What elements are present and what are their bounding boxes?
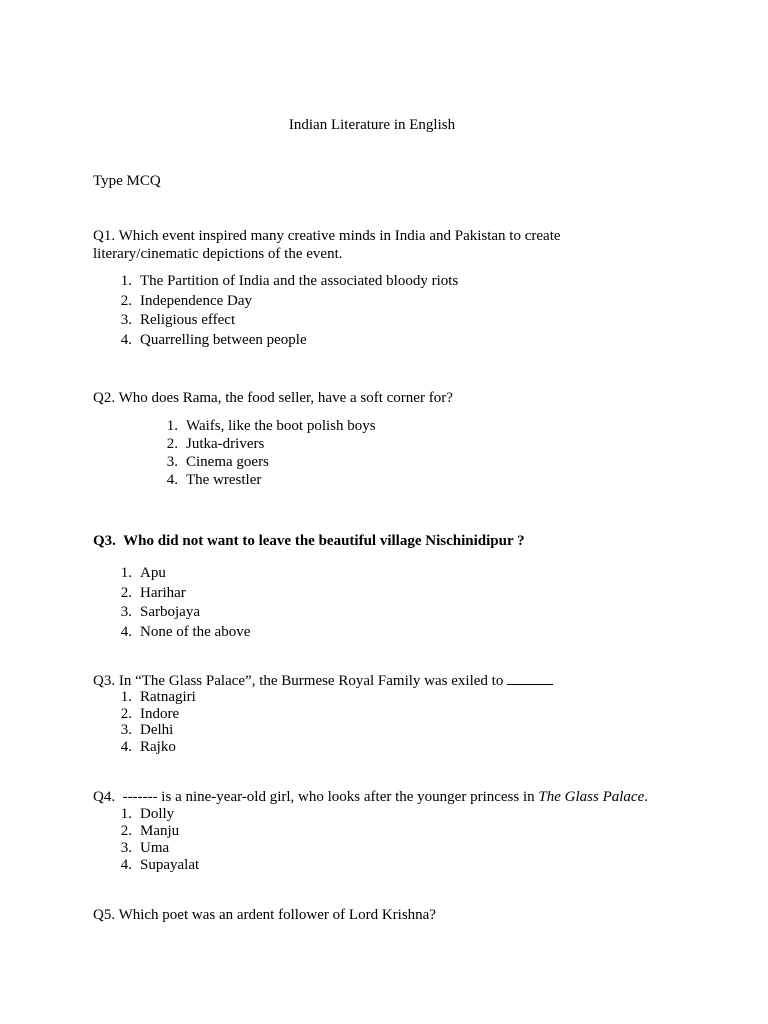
question-text: In “The Glass Palace”, the Burmese Royal Family was exiled to	[118, 673, 504, 689]
option-number: 3.	[120, 604, 132, 620]
question-5	[93, 906, 436, 924]
option-number: 1.	[120, 565, 132, 581]
option-text: Waifs, like the boot polish boys	[186, 418, 376, 434]
question-3	[93, 532, 525, 550]
option-number: 2.	[120, 823, 132, 839]
option-number: 3.	[120, 722, 132, 739]
question-text: Who did not want to leave the beautiful village Nischinidipur ?	[123, 533, 525, 549]
question-text: Which event inspired many creative minds in India and Pakistan to create	[118, 228, 561, 244]
option-text: Supayalat	[140, 857, 200, 873]
option-text: Independence Day	[140, 292, 253, 309]
option-number: 2.	[120, 584, 132, 601]
option-text: Jutka-drivers	[186, 436, 265, 452]
question-text: Which poet was an ardent follower of Lord Krishna?	[118, 907, 436, 923]
option-text: Dolly	[140, 806, 175, 822]
option-number: 3.	[120, 312, 132, 328]
option-text: The Partition of India and the associated bloody riots	[140, 273, 459, 289]
option-text: Manju	[140, 823, 180, 839]
option-number: 4.	[166, 472, 178, 488]
option-number: 1.	[120, 806, 132, 822]
question-1-line1	[93, 227, 561, 245]
option-number: 4.	[120, 857, 132, 873]
option-text: Indore	[140, 705, 180, 722]
option-text: Quarrelling between people	[140, 331, 307, 348]
option-number: 4.	[120, 623, 132, 640]
option-number: 4.	[120, 331, 132, 348]
question-2	[93, 389, 453, 407]
question-label: Q3.	[93, 673, 116, 689]
option-number: 3.	[166, 454, 178, 470]
book-title: The Glass Palace	[538, 789, 645, 805]
option-text: Delhi	[140, 722, 174, 739]
question-text: Who does Rama, the food seller, have a soft corner for?	[118, 390, 453, 406]
question-label: Q3.	[93, 533, 116, 549]
document-title: Indian Literature in English	[288, 117, 456, 133]
option-text: Ratnagiri	[140, 689, 196, 705]
option-text: None of the above	[140, 623, 251, 640]
option-number: 1.	[166, 418, 178, 434]
option-number: 3.	[120, 840, 132, 856]
option-number: 2.	[166, 436, 178, 452]
question-label: Q1.	[93, 228, 116, 244]
question-4	[93, 788, 648, 806]
option-text: The wrestler	[186, 472, 262, 488]
option-number: 4.	[120, 739, 132, 756]
question-1-line2: literary/cinematic depictions of the event.	[93, 246, 343, 262]
option-number: 2.	[120, 705, 132, 722]
question-label: Q4.	[93, 789, 116, 805]
answer-blank	[507, 671, 553, 685]
question-label: Q2.	[93, 390, 116, 406]
option-text: Harihar	[140, 584, 186, 601]
option-number: 1.	[120, 689, 132, 705]
option-text: Religious effect	[140, 312, 236, 328]
question-text: ------- is a nine-year-old girl, who looks after the younger princess in	[122, 789, 535, 805]
option-number: 2.	[120, 292, 132, 309]
option-text: Rajko	[140, 739, 176, 756]
option-text: Uma	[140, 840, 170, 856]
question-suffix: .	[644, 789, 648, 805]
question-type-label: Type MCQ	[93, 173, 161, 189]
option-number: 1.	[120, 273, 132, 289]
option-text: Sarbojaya	[140, 604, 200, 620]
option-text: Cinema goers	[186, 454, 269, 470]
option-text: Apu	[140, 565, 166, 581]
question-label: Q5.	[93, 907, 116, 923]
